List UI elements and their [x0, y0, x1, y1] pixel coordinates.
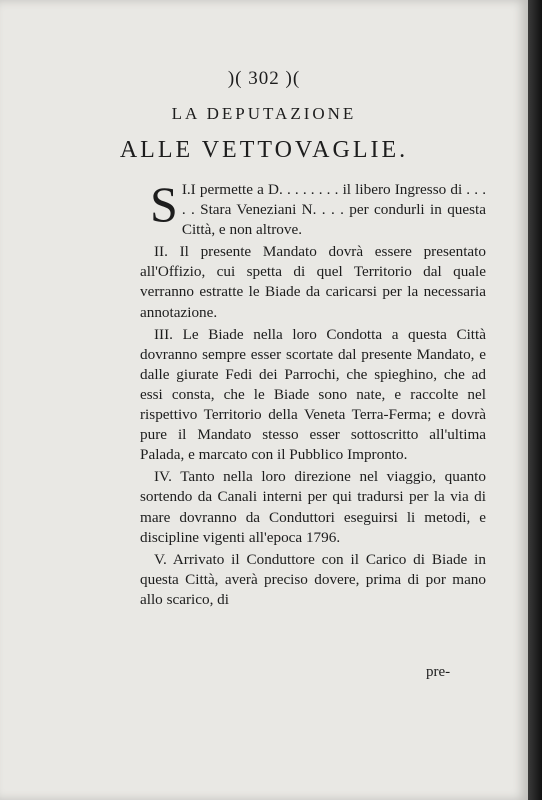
paragraph-5: V. Arrivato il Conduttore con il Carico di Biade in questa Città, averà preciso dovere, prima di por mano allo scarico, di [140, 550, 486, 608]
catchword: pre- [426, 664, 451, 680]
paragraph-1-text: I permette a D. . . . . . . . il libero Ingresso di . . . . . Stara Veneziani N. . . . per condurli in questa Città, e non altrove. [181, 181, 486, 239]
heading-line-1: LA DEPUTAZIONE [171, 104, 357, 123]
paragraph-1 [140, 176, 486, 240]
drop-cap: S [150, 176, 178, 232]
paragraph-1-lead: I. [181, 181, 191, 198]
page-number: )( 302 )( [227, 68, 301, 89]
paragraph-4: IV. Tanto nella loro direzione nel viaggio, quanto sortendo da Canali interni per qui tradursi per la via di mare dovranno da Conduttori eseguirsi li metodi, e discipline vigenti all'epoca 1796. [140, 468, 486, 546]
paragraph-3: III. Le Biade nella loro Condotta a questa Città dovranno sempre esser scortate dal presente Mandato, e dalle giurate Fedi dei Parrochi, che spieghino, che ad essi consta, che le Biade sono nate, e raccolte nel rispettivo Territorio della Veneta Terra-Ferma; e dovrà pure il Mandato stesso esser sottoscritto all'ultima Palada, e marcato con il Pubblico Impronto. [140, 325, 486, 464]
body-text [140, 176, 486, 612]
page-edge-shadow [528, 0, 542, 800]
heading-line-2: ALLE VETTOVAGLIE. [119, 137, 409, 163]
paragraph-2: II. Il presente Mandato dovrà essere presentato all'Offizio, cui spetta di quel Territorio dal quale verranno estratte le Biade da caricarsi per la necessaria annotazione. [140, 243, 486, 321]
